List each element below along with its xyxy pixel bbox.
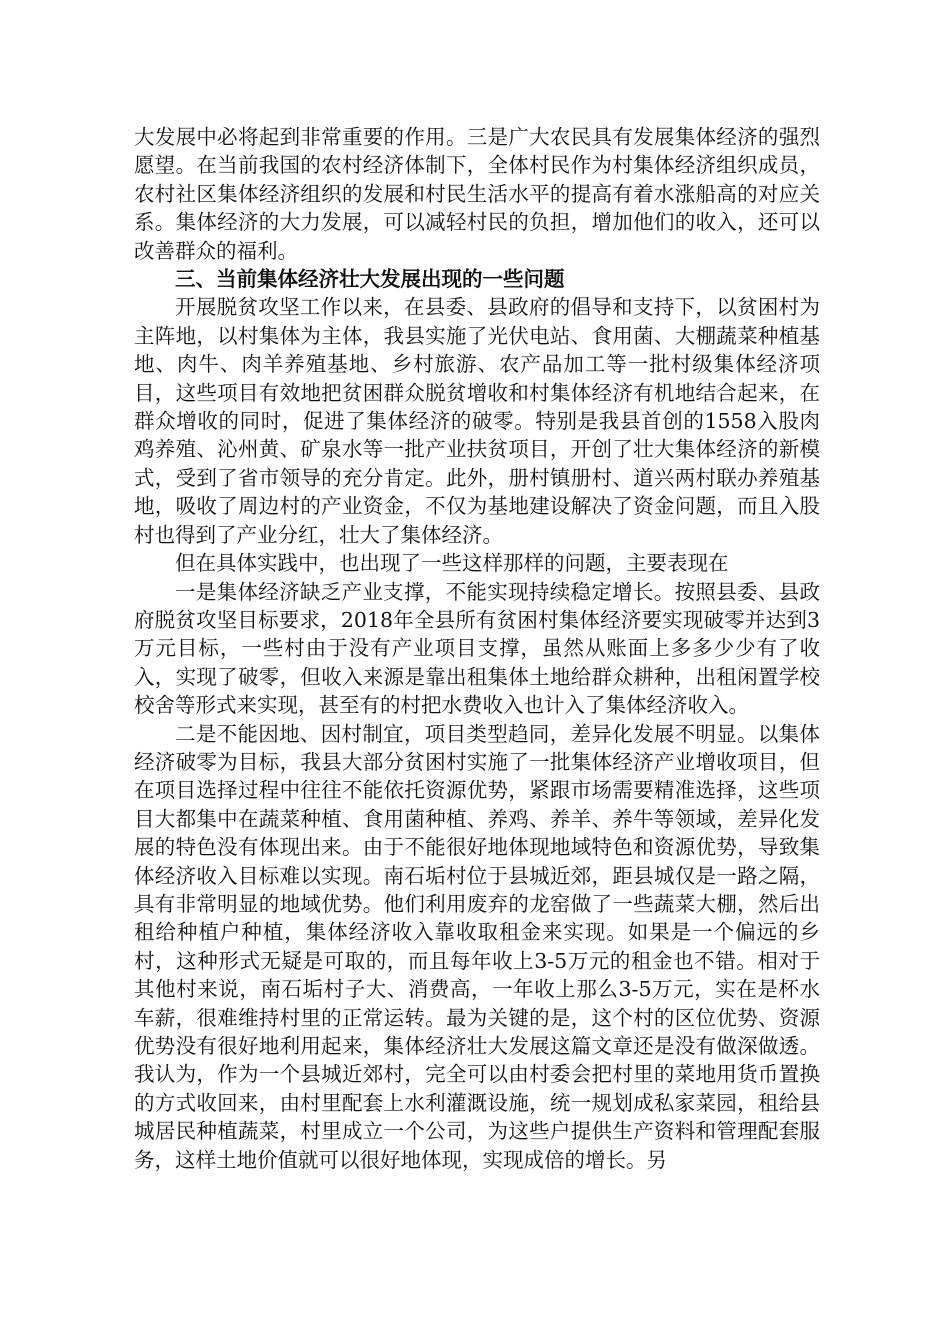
section-heading: 三、当前集体经济壮大发展出现的一些问题 — [175, 267, 565, 292]
paragraph-problem-one: 一是集体经济缺乏产业支撑，不能实现持续稳定增长。按照县委、县政府脱贫攻坚目标要求，2018年全县所有贫困村集体经济要实现破零并达到3万元目标，一些村由于没有产业项目支撑，虽然从账面上多多少少有了收入，实现了破零，但收入来源是靠出租集体土地给群众耕种，出租闲置学校校舍等形式来实现，甚至有的村把水费收入也计入了集体经济收入。 — [134, 579, 820, 718]
paragraph-intro: 大发展中必将起到非常重要的作用。三是广大农民具有发展集体经济的强烈愿望。在当前我国的农村经济体制下，全体村民作为村集体经济组织成员，农村社区集体经济组织的发展和村民生活水平的提高有着水涨船高的对应关系。集体经济的大力发展，可以减轻村民的负担，增加他们的收入，还可以改善群众的福利。 — [134, 125, 820, 263]
paragraph-problem-two: 二是不能因地、因村制宜，项目类型趋同，差异化发展不明显。以集体经济破零为目标，我县大部分贫困村实施了一批集体经济产业增收项目，但在项目选择过程中往往不能依托资源优势，紧跟市场需要精准选择，这些项目大都集中在蔬菜种植、食用菌种植、养鸡、养羊、养牛等领域，差异化发展的特色没有体现出来。由于不能很好地体现地域特色和资源优势，导致集体经济收入目标难以实现。南石垢村位于县城近郊，距县城仅是一路之隔，具有非常明显的地域优势。他们利用废弃的龙窑做了一些蔬菜大棚，然后出租给种植户种植，集体经济收入靠收取租金来实现。如果是一个偏远的乡村，这种形式无疑是可取的，而且每年收上3-5万元的租金也不错。相对于其他村来说，南石垢村子大、消费高，一年收上那么3-5万元，实在是杯水车薪，很难维持村里的正常运转。最为关键的是，这个村的区位优势、资源优势没有很好地利用起来，集体经济壮大发展这篇文章还是没有做深做透。我认为，作为一个县城近郊村，完全可以由村委会把村里的菜地用货币置换的方式收回来，由村里配套上水利灌溉设施，统一规划成私家菜园，租给县城居民种植蔬菜，村里成立一个公司，为这些户提供生产资料和管理配套服务，这样土地价值就可以很好地体现，实现成倍的增长。另 — [134, 721, 820, 1172]
paragraph-problems-intro: 但在具体实践中，也出现了一些这样那样的问题，主要表现在 — [175, 551, 729, 576]
document-body — [134, 123, 820, 1174]
paragraph-overview: 开展脱贫攻坚工作以来，在县委、县政府的倡导和支持下，以贫困村为主阵地，以村集体为主体，我县实施了光伏电站、食用菌、大棚蔬菜种植基地、肉牛、肉羊养殖基地、乡村旅游、农产品加工等一批村级集体经济项目，这些项目有效地把贫困群众脱贫增收和村集体经济有机地结合起来，在群众增收的同时，促进了集体经济的破零。特别是我县首创的1558入股肉鸡养殖、沁州黄、矿泉水等一批产业扶贫项目，开创了壮大集体经济的新模式，受到了省市领导的充分肯定。此外，册村镇册村、道兴两村联办养殖基地，吸收了周边村的产业资金，不仅为基地建设解决了资金问题，而且入股村也得到了产业分红，壮大了集体经济。 — [134, 295, 820, 547]
